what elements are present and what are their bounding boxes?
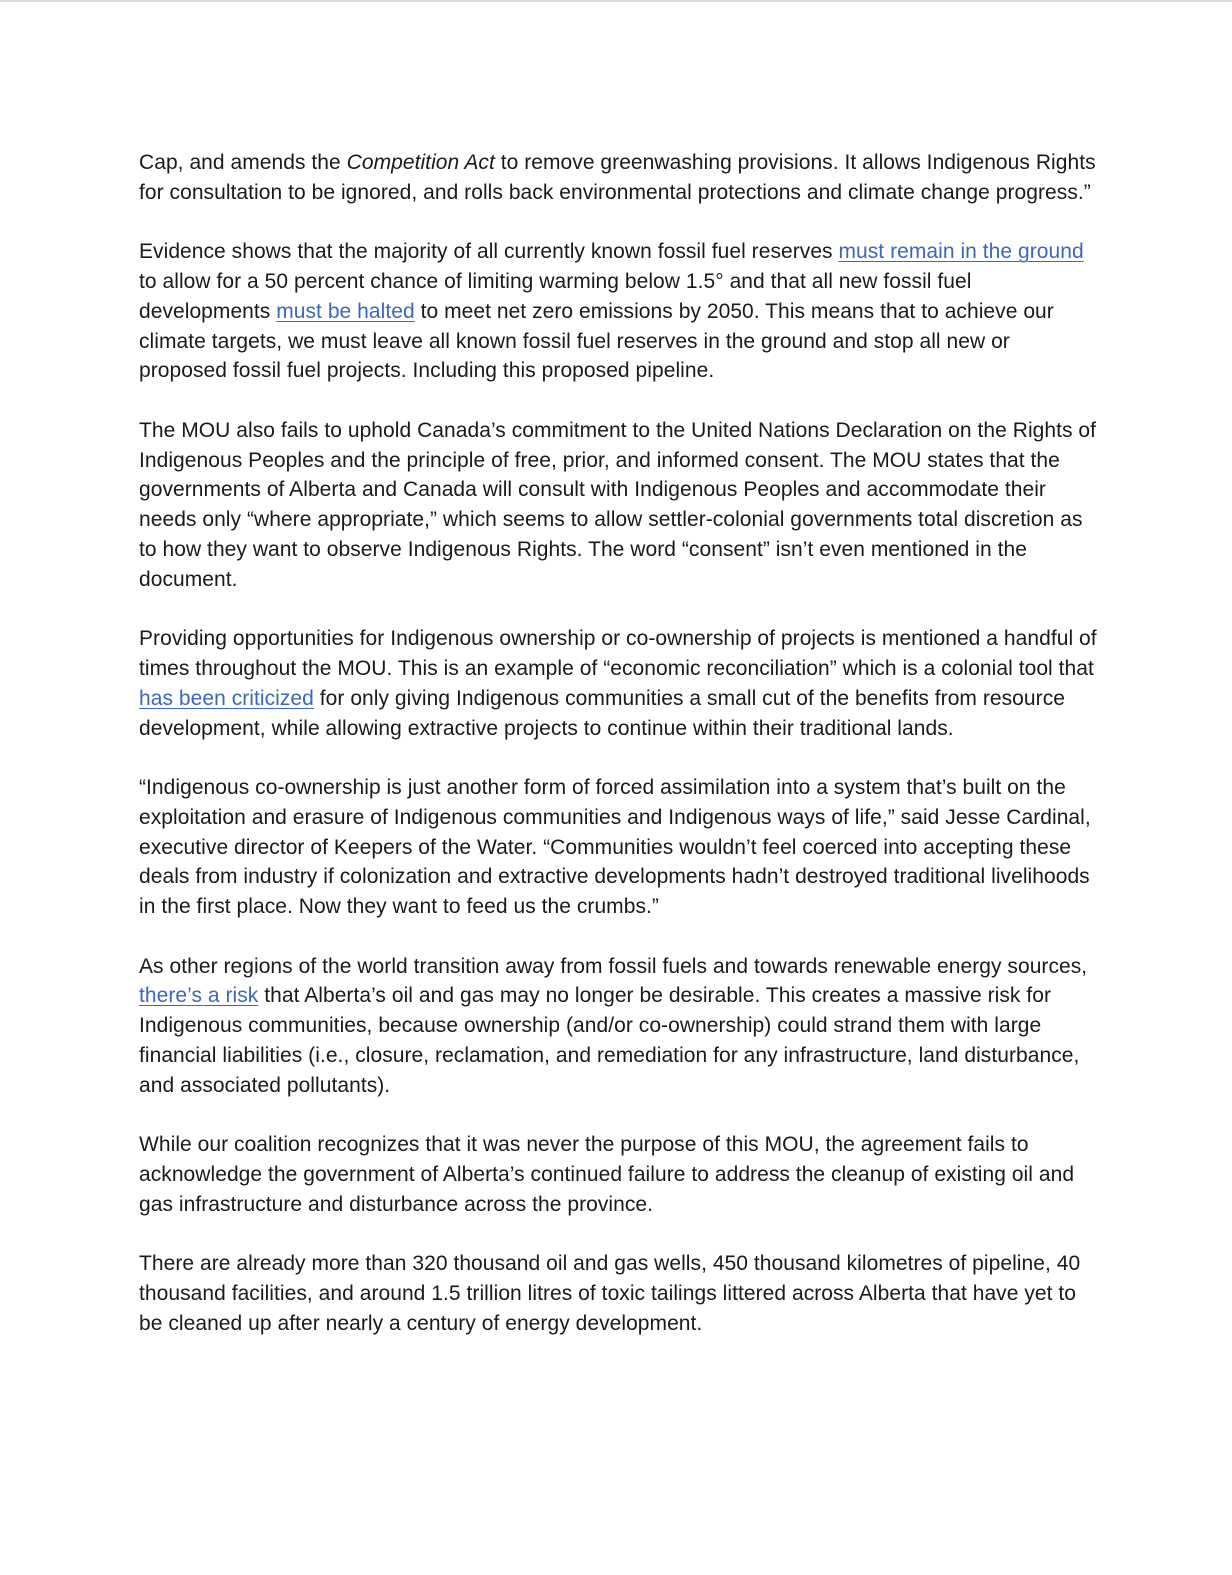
- link-must-be-halted[interactable]: must be halted: [276, 299, 415, 323]
- paragraph-text: Evidence shows that the majority of all currently known fossil fuel reserves: [139, 240, 839, 264]
- link-theres-a-risk[interactable]: there’s a risk: [139, 984, 259, 1008]
- paragraph-text: to allow for a 50 percent chance of limiting warming below 1.5° and that all new fossil fuel developments: [139, 269, 972, 323]
- document-body: [139, 148, 1099, 1338]
- paragraph-text: to meet net zero emissions by 2050. This means that to achieve our climate targets, we must leave all known fossil fuel reserves in the ground and stop all new or proposed fossil fuel projects. Including this proposed pipeline.: [139, 299, 1054, 383]
- paragraph-text: Providing opportunities for Indigenous ownership or co-ownership of projects is mentioned a handful of times throughout the MOU. This is an example of “economic reconciliation” which is a colonial tool that: [139, 627, 1097, 680]
- paragraph-text: for only giving Indigenous communities a small cut of the benefits from resource development, while allowing extractive projects to continue within their traditional lands.: [139, 686, 1065, 740]
- paragraph-competition-act: [139, 148, 1099, 208]
- paragraph-evidence: [139, 237, 1099, 386]
- paragraph-text: “Indigenous co-ownership is just another form of forced assimilation into a system that’s built on the exploitation and erasure of Indigenous communities and Indigenous ways of life,” said Jesse Cardinal, executive director of Keepers of the Water. “Communities wouldn’t feel coerced into accepting these deals from industry if colonization and extractive developments hadn’t destroyed traditional livelihoods in the first place. Now they want to feed us the crumbs.”: [139, 775, 1091, 919]
- paragraph-undrip: [139, 416, 1099, 595]
- paragraph-coalition: [139, 1130, 1099, 1219]
- paragraph-text: While our coalition recognizes that it was never the purpose of this MOU, the agreement fails to acknowledge the government of Alberta’s continued failure to address the cleanup of existing oil and gas infrastructure and disturbance across the province.: [139, 1133, 1075, 1216]
- paragraph-text: Cap, and amends the: [139, 151, 347, 174]
- paragraph-text: The MOU also fails to uphold Canada’s commitment to the United Nations Declaration on the Rights of Indigenous Peoples and the principle of free, prior, and informed consent. The MOU states that the governments of Alberta and Canada will consult with Indigenous Peoples and accommodate their needs only “where appropriate,” which seems to allow settler-colonial governments total discretion as to how they want to observe Indigenous Rights. The word “consent” isn’t even mentioned in the document.: [139, 418, 1097, 591]
- page-top-border: [0, 0, 1232, 2]
- paragraph-text: that Alberta’s oil and gas may no longer be desirable. This creates a massive risk for Indigenous communities, because ownership (and/or co-ownership) could strand them with large financial liabilities (i.e., closure, reclamation, and remediation for any infrastructure, land disturbance, and associated pollutants).: [139, 984, 1080, 1097]
- paragraph-text: to remove greenwashing provisions. It allows Indigenous Rights for consultation to be ignored, and rolls back environmental protections and climate change progress.”: [139, 151, 1096, 204]
- paragraph-ownership: [139, 624, 1099, 743]
- paragraph-existing-infrastructure: [139, 1249, 1099, 1338]
- link-must-remain-in-the-ground[interactable]: must remain in the ground: [838, 240, 1084, 264]
- emphasis-competition-act: Competition Act: [346, 151, 495, 174]
- paragraph-transition-risk: [139, 952, 1099, 1101]
- paragraph-text: There are already more than 320 thousand oil and gas wells, 450 thousand kilometres of pipeline, 40 thousand facilities, and around 1.5 trillion litres of toxic tailings littered across Alberta that have yet to be cleaned up after nearly a century of energy development.: [139, 1252, 1081, 1335]
- paragraph-quote-cardinal: [139, 773, 1099, 922]
- paragraph-text: As other regions of the world transition away from fossil fuels and towards renewable energy sources,: [139, 954, 1088, 978]
- link-has-been-criticized[interactable]: has been criticized: [139, 686, 314, 710]
